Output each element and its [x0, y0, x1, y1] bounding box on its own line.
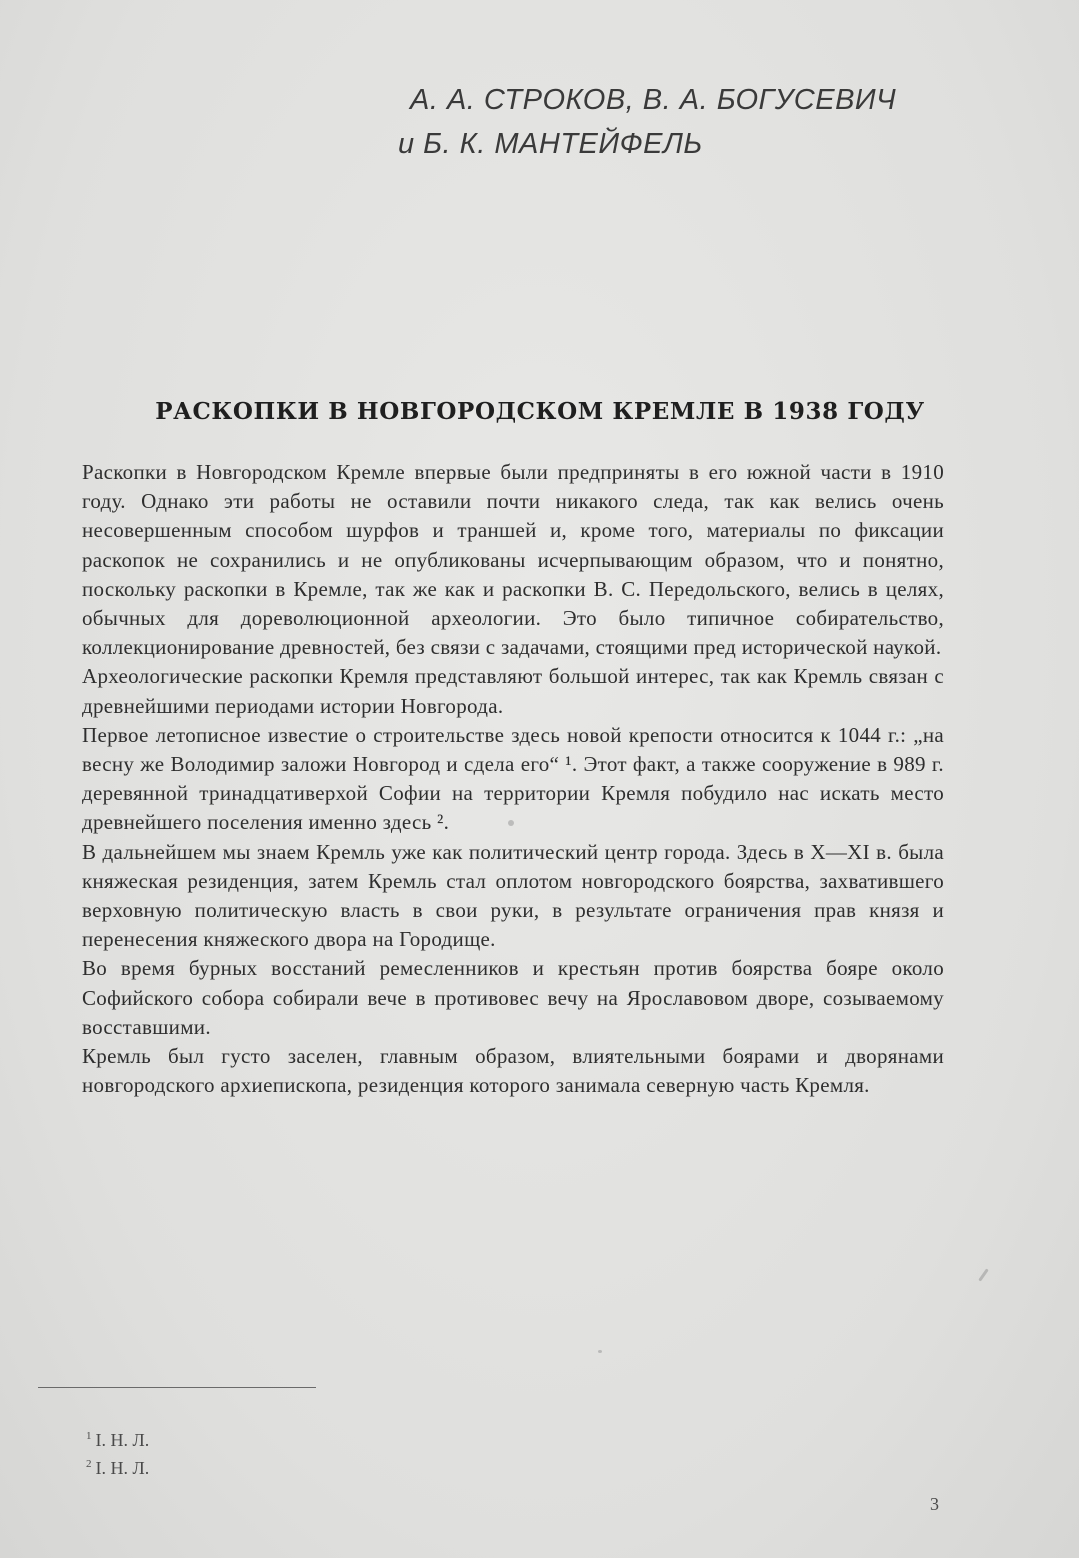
paper-speck — [508, 820, 514, 826]
authors-line-1: А. А. СТРОКОВ, В. А. БОГУСЕВИЧ — [410, 84, 897, 116]
paragraph-4: В дальнейшем мы знаем Кремль уже как политический центр города. Здесь в X—XI в. была княжеская резиденция, затем Кремль стал оплотом новгородского боярства, захватившего верховную политическую власть в свои руки, в результате ограничения прав князя и перенесения княжеского двора на Городище. — [82, 839, 944, 952]
article-body — [82, 458, 944, 1100]
footnote-text: I. Н. Л. — [95, 1430, 150, 1450]
paper-speck — [598, 1350, 602, 1353]
authors-block — [380, 78, 1040, 166]
footnote-divider — [38, 1387, 316, 1388]
paragraph-1: Раскопки в Новгородском Кремле впервые были предприняты в его южной части в 1910 году. Однако эти работы не оставили почти никакого следа, так как велись очень несовершенным способом шурфов и траншей и, кроме того, материалы по фиксации раскопок не сохранились и не опубликованы исчерпывающим образом, что и понятно, поскольку раскопки в Кремле, так же как и раскопки В. С. Передольского, велись в целях, обычных для дореволюционной археологии. Это было типичное собирательство, коллекционирование древностей, без связи с задачами, стоящими пред исторической наукой. — [82, 460, 944, 660]
paper-speck — [978, 1268, 988, 1281]
footnote-mark: 1 — [86, 1430, 92, 1442]
authors-line-2: и Б. К. МАНТЕЙФЕЛЬ — [398, 128, 703, 160]
footnote-text: I. Н. Л. — [95, 1458, 150, 1478]
paragraph-3: Первое летописное известие о строительстве здесь новой крепости относится к 1044 г.: „на весну же Володимир заложи Новгород и сдела его“ ¹. Этот факт, а также сооружение в 989 г. деревянной тринадцативерхой Софии на территории Кремля побудило нас искать место древнейшего поселения именно здесь ². — [82, 722, 944, 835]
footnote-2 — [86, 1452, 149, 1480]
page-number: 3 — [930, 1494, 939, 1514]
paragraph-2: Археологические раскопки Кремля представляют большой интерес, так как Кремль связан с древнейшими периодами истории Новгорода. — [82, 664, 944, 718]
paragraph-5: Во время бурных восстаний ремесленников и крестьян против боярства бояре около Софийского собора собирали вече в противовес вечу на Ярославовом дворе, созываемому восставшими. — [82, 956, 944, 1039]
paragraph-6: Кремль был густо заселен, главным образом, влиятельными боярами и дворянами новгородского архиепископа, резиденция которого занимала северную часть Кремля. — [82, 1044, 944, 1098]
footnotes — [86, 1424, 149, 1480]
article-title: РАСКОПКИ В НОВГОРОДСКОМ КРЕМЛЕ В 1938 ГОДУ — [155, 398, 925, 425]
footnote-mark: 2 — [86, 1458, 92, 1470]
footnote-1 — [86, 1424, 149, 1452]
